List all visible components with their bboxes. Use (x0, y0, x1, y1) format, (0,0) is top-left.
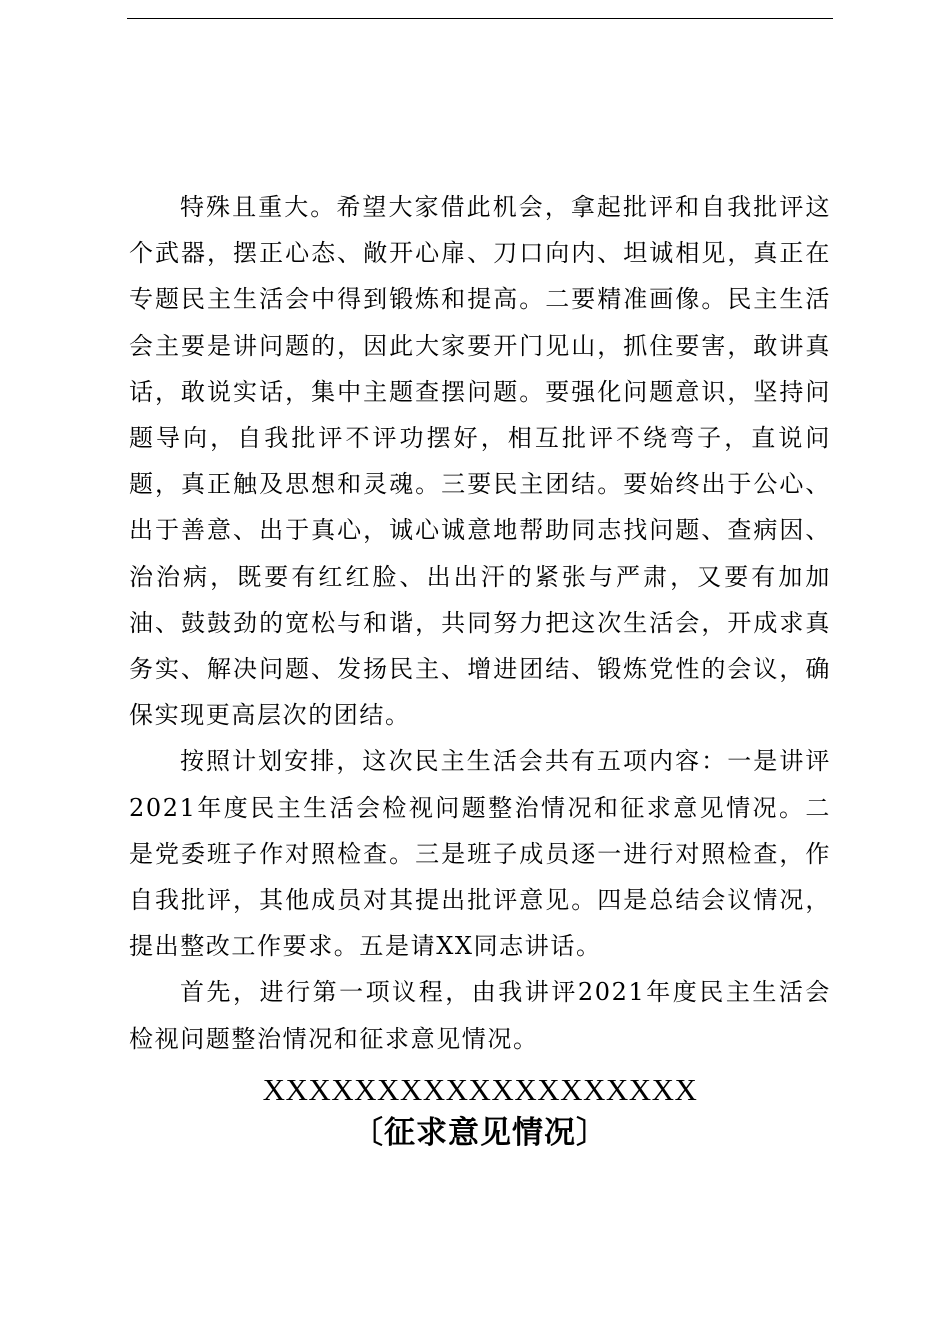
paragraph-2: 按照计划安排，这次民主生活会共有五项内容：一是讲评2021年度民主生活会检视问题整治情况和征求意见情况。二是党委班子作对照检查。三是班子成员逐一进行对照检查，作自我批评，其他成员对其提出批评意见。四是总结会议情况，提出整改工作要求。五是请XX同志讲话。 (129, 747, 831, 961)
section-title: XXXXXXXXXXXXXXXXXXX (262, 1071, 698, 1107)
paragraph-1: 特殊且重大。希望大家借此机会，拿起批评和自我批评这个武器，摆正心态、敞开心扉、刀口向内、坦诚相见，真正在专题民主生活会中得到锻炼和提高。二要精准画像。民主生活会主要是讲问题的，因此大家要开门见山，抓住要害，敢讲真话，敢说实话，集中主题查摆问题。要强化问题意识，坚持问题导向，自我批评不评功摆好，相互批评不绕弯子，直说问题，真正触及思想和灵魂。三要民主团结。要始终出于公心、出于善意、出于真心，诚心诚意地帮助同志找问题、查病因、治治病，既要有红红脸、出出汗的紧张与严肃，又要有加加油、鼓鼓劲的宽松与和谐，共同努力把这次生活会，开成求真务实、解决问题、发扬民主、增进团结、锻炼党性的会议，确保实现更高层次的团结。 (129, 193, 831, 730)
header-rule (127, 18, 833, 19)
document-body (129, 184, 831, 1156)
section-subtitle: 〔征求意见情况〕 (352, 1114, 608, 1151)
paragraph-3: 首先，进行第一项议程，由我讲评2021年度民主生活会检视问题整治情况和征求意见情况。 (129, 978, 831, 1053)
